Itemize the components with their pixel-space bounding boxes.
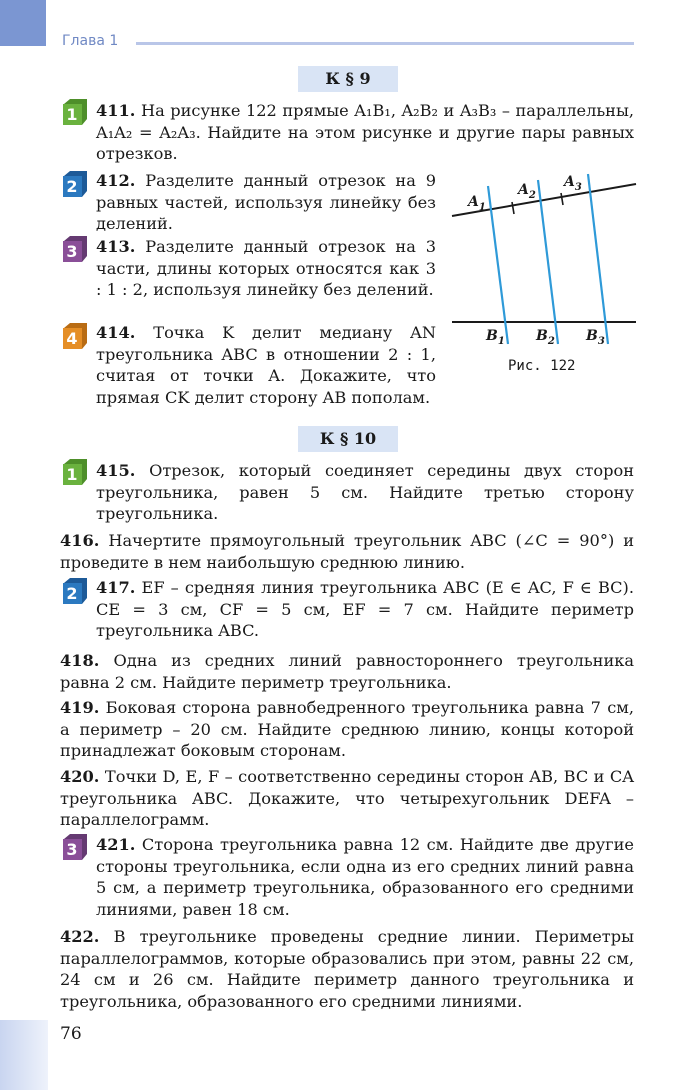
problem-text: Одна из средних линий равностороннего треугольника равна 2 см. Найдите периметр треугольника. bbox=[60, 651, 634, 692]
problem-418 bbox=[60, 650, 634, 693]
problem-text: Точки D, E, F – соответственно середины сторон AB, BC и CA треугольника ABC. Докажите, что четырехугольник DEFA – параллелограмм. bbox=[60, 767, 634, 829]
problem-421 bbox=[96, 834, 634, 920]
problem-text: Разделите данный отрезок на 9 равных частей, используя линейку без делений. bbox=[96, 171, 436, 233]
corner-decoration bbox=[0, 0, 46, 46]
problem-text: На рисунке 122 прямые A₁B₁, A₂B₂ и A₃B₃ – параллельны, A₁A₂ = A₂A₃. Найдите на этом рисунке и другие пары равных отрезков. bbox=[96, 101, 634, 163]
corner-decoration bbox=[0, 1020, 48, 1090]
problem-text: В треугольнике проведены средние линии. Периметры параллелограммов, которые образовались при этом, равны 22 см, 24 см и 26 см. Найдите периметр данного треугольника и треугольника, образованного его средними линиями. bbox=[60, 927, 634, 1011]
problem-text: Сторона треугольника равна 12 см. Найдите две другие стороны треугольника, если одна из его средних линий равна 5 см, а периметр треугольника, образованного его средними линиями, равен 18 см. bbox=[96, 835, 635, 919]
problem-text: Разделите данный отрезок на 3 части, длины которых относятся как 3 : 1 : 2, используя линейку без делений. bbox=[96, 237, 436, 299]
label-b3: $B_3$ bbox=[586, 328, 605, 347]
page-number: 76 bbox=[60, 1024, 82, 1044]
level-2-badge bbox=[60, 577, 88, 605]
problem-number: 421. bbox=[96, 835, 136, 854]
line-a1b1 bbox=[488, 186, 508, 344]
badge-number: 3 bbox=[66, 242, 78, 261]
badge-number: 2 bbox=[66, 177, 78, 196]
problem-number: 417. bbox=[96, 578, 136, 597]
level-1-badge bbox=[60, 98, 88, 126]
chapter-title: Глава 1 bbox=[62, 33, 119, 49]
problem-number: 422. bbox=[60, 927, 100, 946]
problem-number: 419. bbox=[60, 698, 100, 717]
problem-text: Начертите прямоугольный треугольник ABC (∠C = 90°) и проведите в нем наибольшую среднюю линию. bbox=[60, 531, 634, 572]
level-2-badge bbox=[60, 170, 88, 198]
badge-number: 3 bbox=[66, 840, 78, 859]
problem-number: 411. bbox=[96, 101, 136, 120]
line-a3b3 bbox=[588, 174, 608, 344]
label-b1: $B_1$ bbox=[486, 328, 505, 347]
problem-415 bbox=[96, 460, 634, 525]
problem-text: Точка K делит медиану AN треугольника ABC в отношении 2 : 1, считая от точки A. Докажите, что прямая CK делит сторону AB пополам. bbox=[96, 323, 436, 407]
problem-420 bbox=[60, 766, 634, 831]
tick-mark bbox=[512, 202, 514, 214]
problem-number: 418. bbox=[60, 651, 100, 670]
section-heading-10: К § 10 bbox=[298, 426, 398, 452]
tick-mark bbox=[561, 193, 563, 205]
problem-number: 415. bbox=[96, 461, 136, 480]
problem-number: 412. bbox=[96, 171, 136, 190]
problem-412 bbox=[96, 170, 436, 235]
problem-number: 416. bbox=[60, 531, 100, 550]
problem-419 bbox=[60, 697, 634, 762]
label-b2: $B_2$ bbox=[536, 328, 555, 347]
problem-417 bbox=[96, 577, 634, 642]
figure-caption: Рис. 122 bbox=[508, 358, 576, 374]
problem-411 bbox=[96, 100, 634, 165]
line-a2b2 bbox=[538, 180, 558, 344]
level-3-badge bbox=[60, 235, 88, 263]
level-1-badge bbox=[60, 458, 88, 486]
problem-413 bbox=[96, 236, 436, 301]
problem-414 bbox=[96, 322, 436, 408]
problem-text: Боковая сторона равнобедренного треугольника равна 7 см, а периметр – 20 см. Найдите среднюю линию, концы которой принадлежат боковым сторонам. bbox=[60, 698, 635, 760]
badge-number: 1 bbox=[66, 105, 78, 124]
problem-number: 414. bbox=[96, 323, 136, 342]
label-a2: $A_2$ bbox=[518, 182, 536, 201]
problem-text: Отрезок, который соединяет середины двух сторон треугольника, равен 5 см. Найдите третью сторону треугольника. bbox=[96, 461, 634, 523]
label-a3: $A_3$ bbox=[564, 174, 582, 193]
header-rule bbox=[136, 42, 634, 45]
label-a1: $A_1$ bbox=[468, 194, 486, 213]
problem-text: EF – средняя линия треугольника ABC (E ∈ AC, F ∈ BC). CE = 3 см, CF = 5 см, EF = 7 см. Найдите периметр треугольника ABC. bbox=[96, 578, 635, 640]
problem-416 bbox=[60, 530, 634, 573]
level-3-badge bbox=[60, 833, 88, 861]
problem-number: 413. bbox=[96, 237, 136, 256]
figure-122 bbox=[450, 172, 640, 352]
badge-number: 2 bbox=[66, 584, 78, 603]
badge-number: 1 bbox=[66, 465, 78, 484]
level-4-badge bbox=[60, 322, 88, 350]
problem-422 bbox=[60, 926, 634, 1012]
section-heading-9: К § 9 bbox=[298, 66, 398, 92]
badge-number: 4 bbox=[66, 329, 78, 348]
problem-number: 420. bbox=[60, 767, 100, 786]
